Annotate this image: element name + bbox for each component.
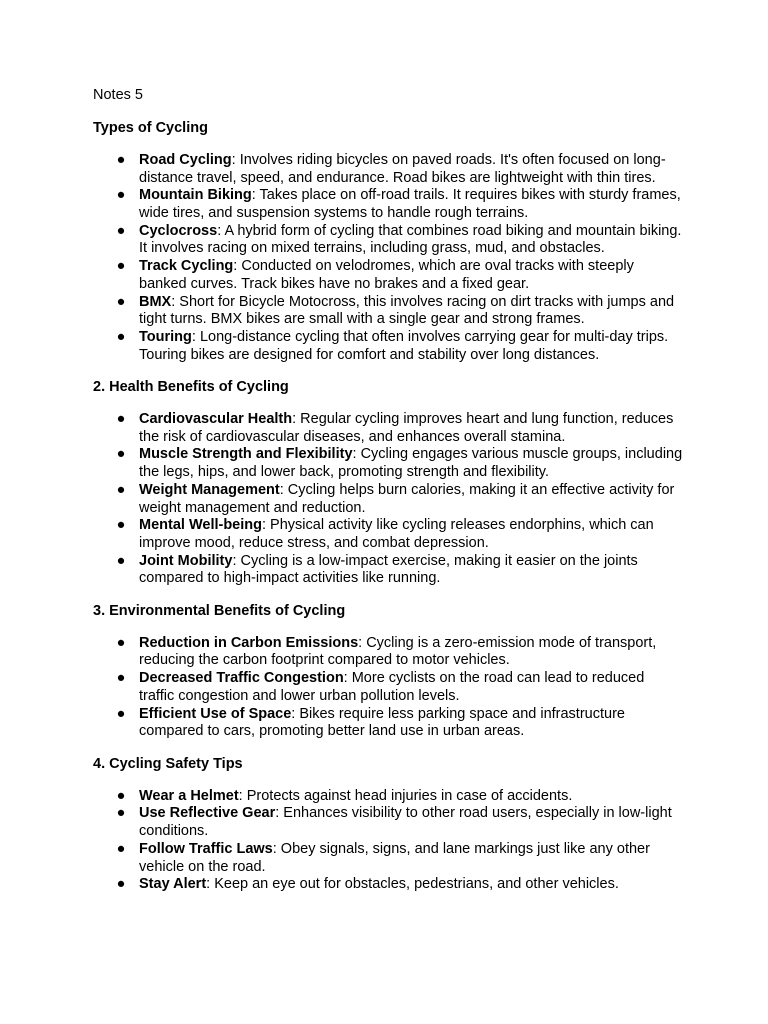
item-term: Decreased Traffic Congestion — [139, 670, 344, 687]
list-item — [93, 152, 683, 187]
item-term: Muscle Strength and Flexibility — [139, 446, 353, 463]
item-term: Touring — [139, 328, 192, 345]
bullet-icon: ● — [116, 805, 126, 822]
bullet-list — [93, 788, 683, 894]
section-heading: Types of Cycling — [93, 119, 208, 136]
bullet-icon: ● — [116, 552, 126, 569]
item-text: : Obey signals, signs, and lane markings just like any other vehicle on the road. — [139, 840, 650, 875]
item-text: : Cycling engages various muscle groups, including the legs, hips, and lower back, promoting strength and flexibility. — [139, 446, 683, 481]
bullet-icon: ● — [116, 187, 126, 204]
bullet-icon: ● — [116, 481, 126, 498]
bullet-list — [93, 411, 683, 588]
item-text: : Enhances visibility to other road users, especially in low-light conditions. — [139, 805, 672, 840]
bullet-list — [93, 635, 683, 741]
bullet-icon: ● — [116, 517, 126, 534]
item-text: : Regular cycling improves heart and lung function, reduces the risk of cardiovascular diseases, and enhances overall stamina. — [139, 411, 674, 445]
list-item — [93, 329, 683, 364]
item-text: : Long-distance cycling that often involves carrying gear for multi-day trips. Touring bikes are designed for comfort and stability over long distances. — [139, 328, 669, 363]
list-item — [93, 223, 683, 258]
bullet-icon: ● — [116, 787, 126, 804]
section-types — [93, 120, 683, 365]
item-term: Efficient Use of Space — [139, 705, 292, 722]
list-item — [93, 411, 683, 446]
item-text: : Involves riding bicycles on paved roads. It's often focused on long-distance travel, speed, and endurance. Road bikes are lightweight with thin tires. — [139, 151, 666, 186]
item-text: : More cyclists on the road can lead to reduced traffic congestion and lower urban pollution levels. — [139, 670, 645, 704]
item-text: : A hybrid form of cycling that combines road biking and mountain biking. It involves racing on mixed terrains, including grass, mud, and obstacles. — [139, 222, 682, 257]
item-text: : Takes place on off-road trails. It requires bikes with sturdy frames, wide tires, and suspension systems to handle rough terrains. — [139, 187, 681, 222]
item-text: : Bikes require less parking space and infrastructure compared to cars, promoting better land use in urban areas. — [139, 705, 625, 740]
item-term: Track Cycling — [139, 258, 234, 275]
bullet-icon: ● — [116, 293, 126, 310]
item-text: : Keep an eye out for obstacles, pedestrians, and other vehicles. — [206, 876, 619, 893]
item-term: Joint Mobility — [139, 552, 233, 569]
section-health — [93, 379, 683, 588]
list-item — [93, 517, 683, 552]
list-item — [93, 706, 683, 741]
section-safety — [93, 756, 683, 894]
bullet-list — [93, 152, 683, 364]
section-heading: 4. Cycling Safety Tips — [93, 755, 243, 772]
list-item — [93, 788, 683, 806]
list-item — [93, 841, 683, 876]
bullet-icon: ● — [116, 446, 126, 463]
list-item — [93, 187, 683, 222]
bullet-icon: ● — [116, 840, 126, 857]
item-text: : Short for Bicycle Motocross, this involves racing on dirt tracks with jumps and tight turns. BMX bikes are small with a single gear and strong frames. — [139, 293, 675, 328]
list-item — [93, 553, 683, 588]
bullet-icon: ● — [116, 258, 126, 275]
bullet-icon: ● — [116, 634, 126, 651]
item-text: : Cycling helps burn calories, making it an effective activity for weight management and reduction. — [139, 481, 675, 516]
item-term: Cyclocross — [139, 222, 218, 239]
list-item — [93, 670, 683, 705]
section-heading: 2. Health Benefits of Cycling — [93, 378, 289, 395]
item-term: Road Cycling — [139, 151, 232, 168]
document-title: Notes 5 — [93, 87, 143, 103]
item-term: Reduction in Carbon Emissions — [139, 634, 359, 651]
item-term: BMX — [139, 293, 172, 310]
item-text: : Physical activity like cycling releases endorphins, which can improve mood, reduce stress, and combat depression. — [139, 517, 654, 551]
list-item — [93, 446, 683, 481]
list-item — [93, 805, 683, 840]
item-term: Mental Well-being — [139, 517, 262, 534]
bullet-icon: ● — [116, 670, 126, 687]
item-term: Cardiovascular Health — [139, 411, 293, 428]
item-term: Wear a Helmet — [139, 787, 239, 804]
bullet-icon: ● — [116, 876, 126, 893]
list-item — [93, 294, 683, 329]
bullet-icon: ● — [116, 411, 126, 428]
item-text: : Protects against head injuries in case of accidents. — [238, 787, 573, 804]
bullet-icon: ● — [116, 328, 126, 345]
item-text: : Conducted on velodromes, which are oval tracks with steeply banked curves. Track bikes have no brakes and a fixed gear. — [139, 258, 634, 292]
list-item — [93, 258, 683, 293]
document-page — [93, 87, 683, 908]
item-term: Mountain Biking — [139, 187, 252, 204]
bullet-icon: ● — [116, 705, 126, 722]
section-heading: 3. Environmental Benefits of Cycling — [93, 602, 346, 619]
bullet-icon: ● — [116, 151, 126, 168]
item-text: : Cycling is a low-impact exercise, making it easier on the joints compared to high-impact activities like running. — [139, 552, 638, 587]
item-term: Follow Traffic Laws — [139, 840, 273, 857]
item-term: Stay Alert — [139, 876, 207, 893]
item-term: Use Reflective Gear — [139, 805, 276, 822]
bullet-icon: ● — [116, 222, 126, 239]
item-term: Weight Management — [139, 481, 280, 498]
list-item — [93, 482, 683, 517]
list-item — [93, 635, 683, 670]
section-environmental — [93, 603, 683, 741]
list-item — [93, 876, 683, 894]
item-text: : Cycling is a zero-emission mode of transport, reducing the carbon footprint compared to motor vehicles. — [139, 634, 657, 669]
